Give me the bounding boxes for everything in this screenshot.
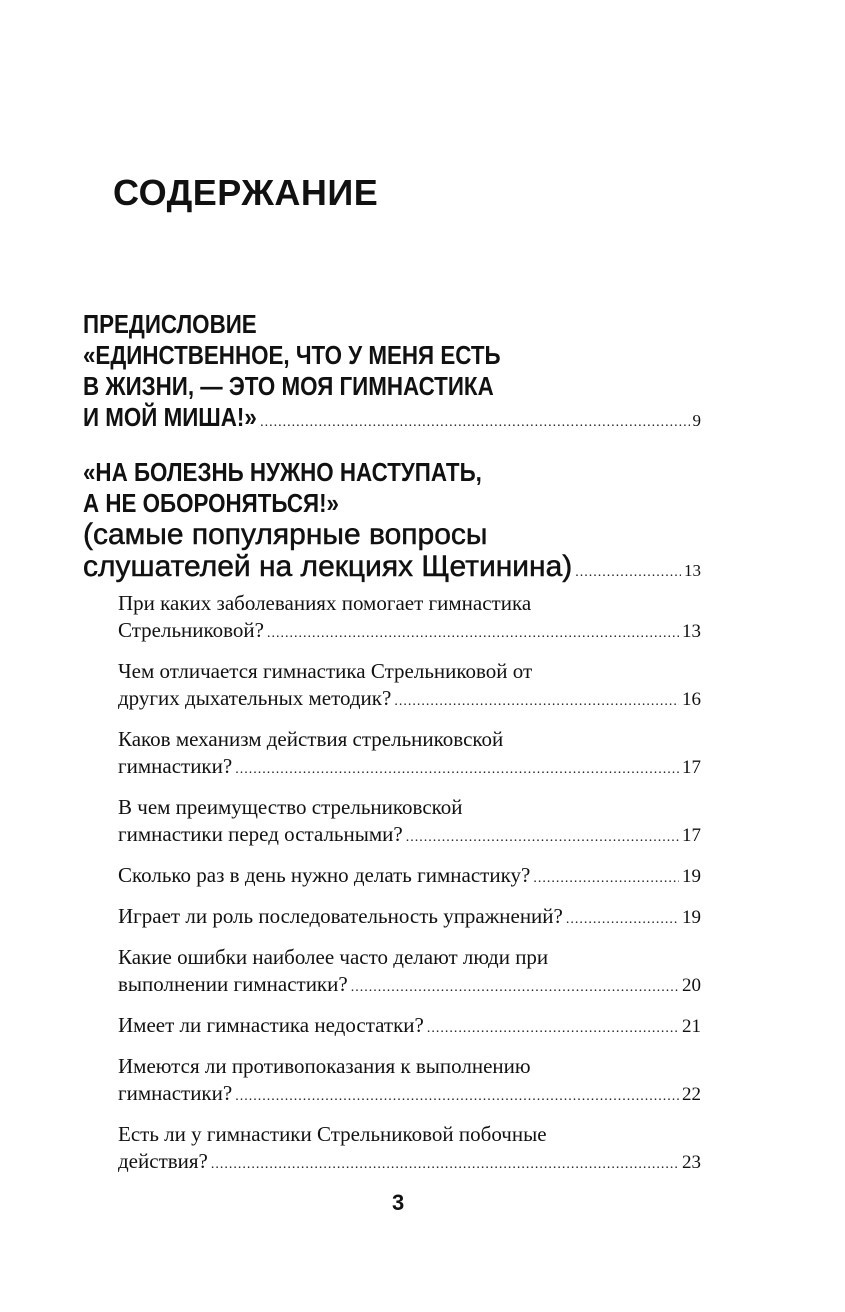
leader-dots: [351, 974, 679, 1001]
toc-items: [118, 590, 701, 1178]
toc-entry: [118, 862, 701, 892]
toc-entry: [118, 794, 701, 851]
toc-section-questions: [83, 457, 701, 1178]
toc-entry: [118, 726, 701, 783]
section-heading-line: «НА БОЛЕЗНЬ НУЖНО НАСТУПАТЬ,: [83, 457, 482, 487]
section-subtitle-line: слушателей на лекциях Щетинина): [83, 550, 573, 583]
leader-dots: [533, 865, 679, 892]
leader-dots: [394, 688, 679, 715]
page-ref: 21: [682, 1016, 701, 1037]
leader-dots: [260, 407, 689, 438]
section-heading-line: И МОЙ МИША!»: [83, 402, 257, 432]
toc-entry-text: Стрельниковой?: [118, 618, 264, 642]
toc-entry: [118, 590, 701, 647]
leader-dots: [566, 906, 679, 933]
page-ref: 13: [684, 561, 701, 580]
toc-entry-text: Имеет ли гимнастика недостатки?: [118, 1013, 424, 1037]
page-ref: 9: [692, 411, 701, 430]
toc-entry: [118, 1121, 701, 1178]
page-title: СОДЕРЖАНИЕ: [113, 172, 379, 213]
toc-entry-text: действия?: [118, 1149, 208, 1173]
leader-dots: [406, 824, 679, 851]
section-heading-line: В ЖИЗНИ, — ЭТО МОЯ ГИМНАСТИКА: [83, 371, 494, 401]
section-subtitle-line: (самые популярные вопросы: [83, 518, 488, 551]
toc-entry-text: Играет ли роль последовательность упражнений?: [118, 904, 563, 928]
toc-entry: [118, 944, 701, 1001]
toc-entry-text: Имеются ли противопоказания к выполнению: [118, 1054, 531, 1078]
page-ref: 13: [682, 621, 701, 642]
toc-entry-text: гимнастики перед остальными?: [118, 822, 403, 846]
toc-entry: [118, 1053, 701, 1110]
toc-entry-text: гимнастики?: [118, 754, 233, 778]
toc-entry-text: выполнении гимнастики?: [118, 972, 348, 996]
toc-entry: [118, 658, 701, 715]
toc-entry-text: При каких заболеваниях помогает гимнастика: [118, 591, 532, 615]
leader-dots: [211, 1151, 679, 1178]
page-number: 3: [392, 1190, 405, 1215]
toc-entry-text: Какие ошибки наиболее часто делают люди при: [118, 945, 549, 969]
page-ref: 17: [682, 757, 701, 778]
toc-entry-text: Сколько раз в день нужно делать гимнастику?: [118, 863, 531, 887]
toc-entry-text: Каков механизм действия стрельниковской: [118, 727, 504, 751]
leader-dots: [427, 1015, 679, 1042]
page-ref: 23: [682, 1152, 701, 1173]
page-ref: 17: [682, 825, 701, 846]
toc-entry-text: других дыхательных методик?: [118, 686, 392, 710]
section-heading-line: А НЕ ОБОРОНЯТЬСЯ!»: [83, 488, 339, 518]
leader-dots: [575, 557, 681, 589]
toc-entry: [118, 1012, 701, 1042]
page-ref: 22: [682, 1084, 701, 1105]
toc-entry-text: гимнастики?: [118, 1081, 233, 1105]
table-of-contents: [83, 309, 701, 1189]
toc-entry-text: Есть ли у гимнастики Стрельниковой побочные: [118, 1122, 547, 1146]
toc-entry-text: В чем преимущество стрельниковской: [118, 795, 463, 819]
page-ref: 16: [682, 689, 701, 710]
toc-entry-text: Чем отличается гимнастика Стрельниковой от: [118, 659, 533, 683]
leader-dots: [235, 1083, 679, 1110]
page-ref: 19: [682, 866, 701, 887]
section-heading-line: «ЕДИНСТВЕННОЕ, ЧТО У МЕНЯ ЕСТЬ: [83, 340, 501, 370]
toc-section-preface: [83, 309, 701, 433]
leader-dots: [267, 620, 679, 647]
toc-entry: [118, 903, 701, 933]
page-ref: 20: [682, 975, 701, 996]
leader-dots: [235, 756, 679, 783]
section-heading-line: ПРЕДИСЛОВИЕ: [83, 309, 257, 339]
page-ref: 19: [682, 907, 701, 928]
